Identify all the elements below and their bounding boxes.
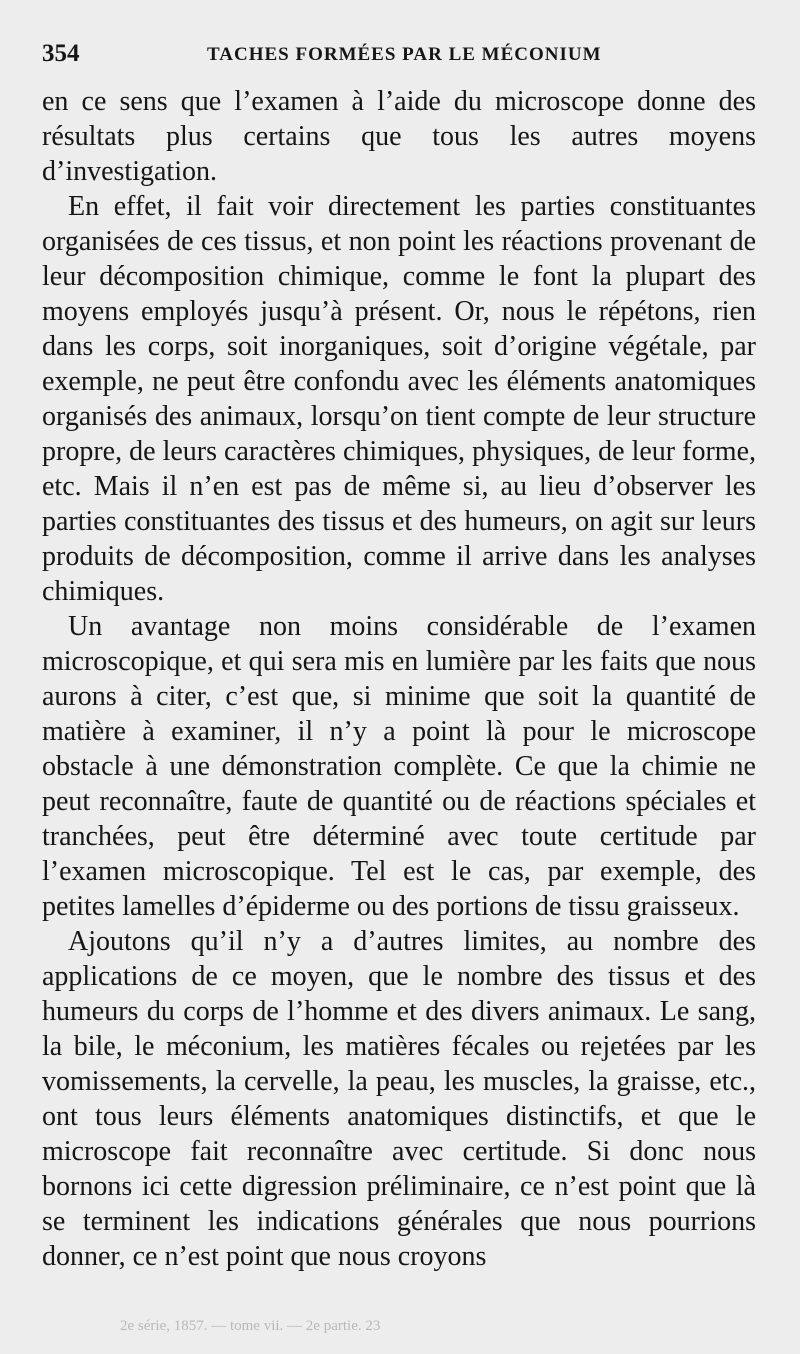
- faded-footer-signature: 2e série, 1857. — tome vii. — 2e partie. 23: [120, 1318, 381, 1334]
- paragraph: en ce sens que l’examen à l’aide du microscope donne des résultats plus certains que tous les autres moyens d’investigation.: [42, 86, 756, 187]
- paragraph: Un avantage non moins considérable de l’examen microscopique, et qui sera mis en lumière par les faits que nous aurons à citer, c’est que, si minime que soit la quantité de matière à examiner, il n’y a point là pour le microscope obstacle à une démonstration complète. Ce que la chimie ne peut reconnaître, faute de quantité ou de réactions spéciales et tranchées, peut être déterminé avec toute certitude par l’examen microscopique. Tel est le cas, par exemple, des petites lamelles d’épiderme ou des portions de tissu graisseux.: [42, 611, 756, 922]
- body-text: [42, 84, 756, 1274]
- paragraph: En effet, il fait voir directement les parties constituantes organisées de ces tissus, et non point les réactions provenant de leur décomposition chimique, comme le font la plupart des moyens employés jusqu’à présent. Or, nous le répétons, rien dans les corps, soit inorganiques, soit d’origine végétale, par exemple, ne peut être confondu avec les éléments anatomiques organisés des animaux, lorsqu’on tient compte de leur structure propre, de leurs caractères chimiques, physiques, de leur forme, etc. Mais il n’en est pas de même si, au lieu d’observer les parties constituantes des tissus et des humeurs, on agit sur leurs produits de décomposition, comme il arrive dans les analyses chimiques.: [42, 191, 756, 607]
- page-header: [42, 40, 756, 78]
- page-number: 354: [42, 40, 80, 67]
- paragraph: Ajoutons qu’il n’y a d’autres limites, au nombre des applications de ce moyen, que le nombre des tissus et des humeurs du corps de l’homme et des divers animaux. Le sang, la bile, le méconium, les matières fécales ou rejetées par les vomissements, la cervelle, la peau, les muscles, la graisse, etc., ont tous leurs éléments anatomiques distinctifs, et que le microscope fait reconnaître avec certitude. Si donc nous bornons ici cette digression préliminaire, ce n’est point que là se terminent les indications générales que nous pourrions donner, ce n’est point que nous croyons: [42, 926, 756, 1272]
- running-title: TACHES FORMÉES PAR LE MÉCONIUM: [207, 44, 602, 65]
